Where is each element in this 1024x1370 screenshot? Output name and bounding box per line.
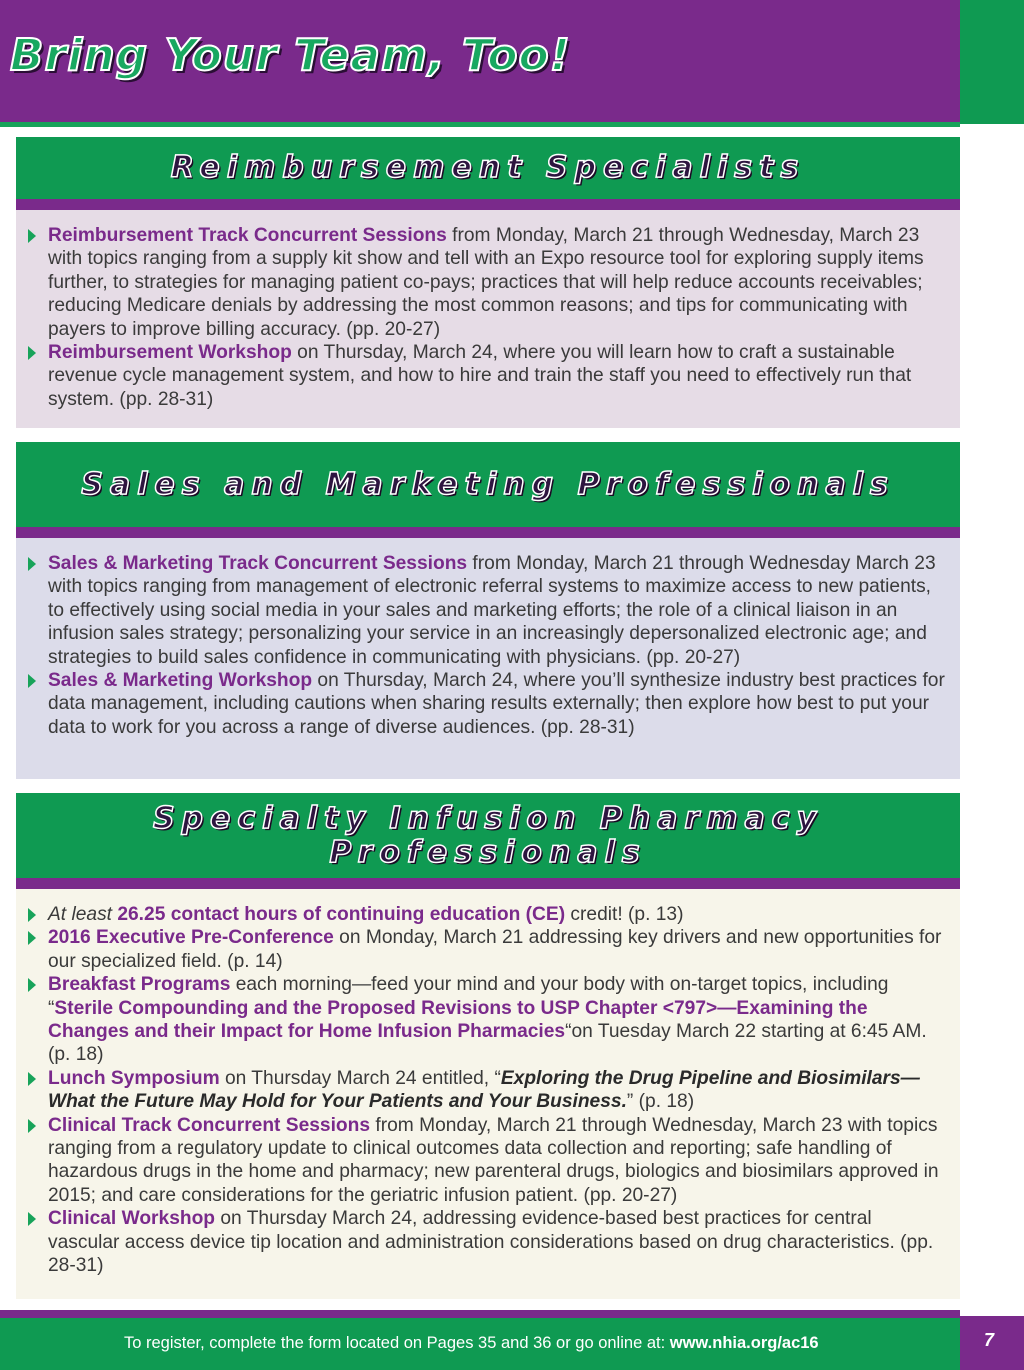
list-item [30,669,946,739]
body-text: on Thursday, March 24, where you’ll synthesize industry best practices for data management, including cautions when sharing results externally; then explore how best to put your data to work for you across a range of diverse audiences. (pp. 28-31) [48,670,945,738]
highlight-text: Sterile Compounding and the Proposed Revisions to USP Chapter <797>—Examining the Changes and their Impact for Home Infusion Pharmacies [48,997,868,1043]
section-heading-sales-marketing [16,442,960,538]
page-title: Bring Your Team, Too! [10,30,571,81]
highlight-text: Breakfast Programs [48,974,231,996]
bullet-arrow-icon [28,229,36,243]
list-item [30,973,946,1067]
list-item [30,926,946,973]
bullet-arrow-icon [28,978,36,992]
page-number: 7 [984,1330,995,1350]
list-item [30,224,946,341]
section-body-reimbursement [16,210,960,428]
footer-divider [0,1310,960,1318]
bullet-list [30,903,946,1278]
highlight-text: Sales & Marketing Workshop [48,670,313,692]
list-item [30,1207,946,1277]
highlight-text: 26.25 contact hours of continuing education (CE) [117,904,566,925]
body-text: from Monday, March 21 through Wednesday March 23 with topics ranging from management of electronic referral systems to maximize access to new patients, to effectively using social media in your sales and marketing efforts; the role of a clinical liaison in an infusion sales strategy; personalizing your service in an increasingly depersonalized electronic age; and strategies to build sales confidence in communicating with physicians. (pp. 20-27) [48,553,936,668]
header-divider [0,122,960,127]
section-body-specialty-pharmacy [16,889,960,1299]
body-text: Exploring the Drug Pipeline and Biosimilars—What the Future May Hold for Your Patients and Your Business. [48,1067,920,1113]
body-text: on Thursday March 24, addressing evidence-based best practices for central vascular access device tip location and administration considerations based on drug characteristics. (pp. 28-31) [48,1208,934,1277]
bullet-list [30,552,946,739]
footer-register-label: To register, complete the form located on Pages 35 and 36 or go online at: [124,1334,670,1352]
body-text: on Thursday March 24 entitled, “ [219,1067,501,1089]
bullet-list [30,224,946,411]
highlight-text: Lunch Symposium [48,1067,220,1089]
bullet-arrow-icon [28,908,36,922]
body-text: on Thursday, March 24, where you will learn how to craft a sustainable revenue cycle management system, and how to hire and train the staff you need to effectively run that system. (pp. 28-31) [48,342,912,410]
bullet-arrow-icon [28,931,36,945]
footer-register-text [124,1334,819,1353]
header-accent-block [960,0,1024,124]
bullet-arrow-icon [28,1119,36,1133]
section-title: Sales and Marketing Professionals [81,466,895,502]
bullet-arrow-icon [28,1072,36,1086]
highlight-text: Sales & Marketing Track Concurrent Sessions [48,553,468,574]
footer-register-link[interactable]: www.nhia.org/ac16 [669,1334,819,1352]
body-text: ” (p. 18) [626,1091,695,1113]
body-text: each morning—feed your mind and your body with on-target topics, including “ [48,974,889,1019]
highlight-text: Reimbursement Track Concurrent Sessions [48,225,447,246]
list-item [30,903,946,926]
highlight-text: Clinical Track Concurrent Sessions [48,1114,371,1136]
highlight-text: 2016 Executive Pre-Conference [48,927,334,949]
bullet-arrow-icon [28,557,36,571]
highlight-text: Reimbursement Workshop [48,342,292,364]
list-item [30,1114,946,1208]
section-title: Reimbursement Specialists [170,150,806,185]
list-item [30,341,946,411]
list-item [30,1067,946,1114]
bullet-arrow-icon [28,1212,36,1226]
section-heading-specialty-pharmacy [16,793,960,889]
list-item [30,552,946,669]
section-title: Specialty Infusion Pharmacy Professionals [152,800,824,870]
bullet-arrow-icon [28,346,36,360]
section-body-sales-marketing [16,538,960,779]
body-text: credit! (p. 13) [565,904,684,925]
body-text: from Monday, March 21 through Wednesday, March 23 with topics ranging from a regulatory update to clinical outcomes data collection and reporting; safe handling of hazardous drugs in the home and pharmacy; new parenteral drugs, biologics and biosimilars approved in 2015; and care considerations for the geriatric infusion patient. (pp. 20-27) [48,1114,939,1206]
body-text: on Monday, March 21 addressing key drivers and new opportunities for our specialized field. (p. 14) [48,927,942,972]
body-text: from Monday, March 21 through Wednesday, March 23 with topics ranging from a supply kit show and tell with an Expo resource tool for exploring supply items further, to strategies for managing patient co-pays; practices that will help reduce accounts receivables; reducing Medicare denials by addressing the most common reasons; and tips for communicating with payers to improve billing accuracy. (pp. 20-27) [48,225,924,340]
body-text: At least [48,904,112,925]
bullet-arrow-icon [28,674,36,688]
section-heading-reimbursement [16,137,960,210]
highlight-text: Clinical Workshop [48,1208,216,1230]
body-text: “on Tuesday March 22 starting at 6:45 AM. (p. 18) [48,1021,927,1066]
